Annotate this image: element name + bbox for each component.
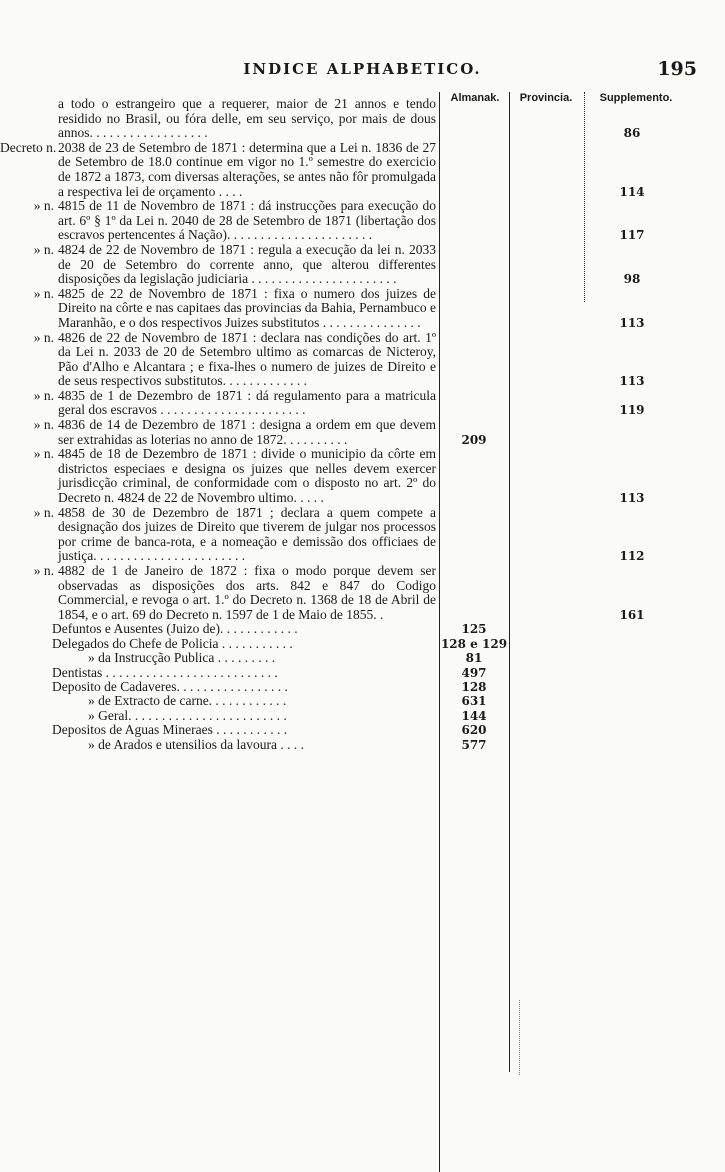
- entry-text: » de Arados e utensilios da lavoura . . . .: [88, 737, 304, 752]
- almanak-page: 620: [461, 723, 487, 738]
- supplemento-page: 113: [619, 491, 645, 506]
- supplemento-page: 98: [623, 272, 641, 287]
- provincia-page: [508, 608, 582, 623]
- supplemento-page: 119: [619, 403, 645, 418]
- provincia-page: [508, 316, 582, 331]
- provincia-page: [508, 228, 582, 243]
- provincia-page: [508, 374, 582, 389]
- column-header-supplemento: Supplemento.: [599, 92, 673, 104]
- almanak-page: 81: [465, 651, 483, 666]
- entry-text: 4815 de 11 de Novembro de 1871 : dá instrucções para execução do art. 6º § 1º da Lei n. 2040 de 28 de Setembro de 1871 (libertação dos escravos pertencentes á Nação). . . . . . . . . . . . . . . . . . . . . .: [58, 198, 436, 243]
- index-entry: [0, 738, 725, 752]
- almanak-page: 631: [461, 694, 487, 709]
- almanak-page: [440, 403, 508, 418]
- entry-text: » da Instrucção Publica . . . . . . . . .: [88, 651, 276, 666]
- almanak-page: [440, 185, 508, 200]
- index-entry: [0, 564, 725, 622]
- almanak-page: 577: [461, 737, 487, 752]
- supplemento-page: 113: [619, 315, 645, 330]
- supplemento-page: 112: [619, 549, 645, 564]
- index-entry: [0, 331, 725, 389]
- provincia-page: [508, 126, 582, 141]
- almanak-page: [440, 549, 508, 564]
- entry-label: » n.: [33, 504, 54, 520]
- column-header-almanak: Almanak.: [450, 92, 500, 104]
- entry-text: 4824 de 22 de Novembro de 1871 : regula a execução da lei n. 2033 de 20 de Setembro do corrente anno, que alterou differentes disposições da legislação judiciaria . . . . . . . . . . . . . . . . . . . . . .: [58, 241, 436, 287]
- index-entry: [0, 97, 725, 141]
- almanak-page: 128 e 129: [440, 636, 508, 651]
- index-entry: [0, 622, 725, 636]
- entry-text: Dentistas . . . . . . . . . . . . . . . . . . . . . . . . . .: [52, 665, 278, 680]
- entry-label: » n.: [33, 417, 54, 433]
- column-divider: [519, 1000, 520, 1075]
- index-entry: [0, 287, 725, 331]
- entry-text: Defuntos e Ausentes (Juizo de). . . . . . . . . . . .: [52, 622, 298, 637]
- almanak-page: [440, 228, 508, 243]
- page-number: 195: [657, 58, 697, 80]
- index-entry: [0, 666, 725, 680]
- column-header-provincia: Provincia.: [519, 92, 573, 104]
- entry-label: » n.: [33, 241, 54, 257]
- entry-text: 4836 de 14 de Dezembro de 1871 : designa a ordem em que devem ser extrahidas as loterias no anno de 1872. . . . . . . . . .: [58, 417, 436, 447]
- almanak-page: 497: [461, 665, 487, 680]
- index-entry: [0, 680, 725, 694]
- entry-text: 4845 de 18 de Dezembro de 1871 : divide o municipio da côrte em districtos especiaes e designa os juizes que nelles devem exercer jurisdicção criminal, de conformidade com o disposto no art. 2º do Decreto n. 4824 de 22 de Novembro ultimo. . . . .: [58, 446, 436, 506]
- index-entry: [0, 447, 725, 505]
- almanak-page: 125: [461, 622, 487, 637]
- provincia-page: [508, 549, 582, 564]
- index-entry: [0, 694, 725, 708]
- entry-label: » n.: [33, 446, 54, 462]
- provincia-page: [508, 272, 582, 287]
- entry-text: 4835 de 1 de Dezembro de 1871 : dá regulamento para a matricula geral dos escravos . . . . . . . . . . . . . . . . . . . . . .: [58, 387, 436, 418]
- index-entry: [0, 651, 725, 665]
- almanak-page: [440, 491, 508, 506]
- supplemento-page: 113: [619, 374, 645, 389]
- entry-label: » n.: [33, 285, 54, 301]
- index-entry: [0, 506, 725, 564]
- index-entry: [0, 637, 725, 651]
- almanak-page: [440, 374, 508, 389]
- entry-text: 4825 de 22 de Novembro de 1871 : fixa o numero dos juizes de Direito na côrte e nas capitaes das provincias da Bahia, Pernambuco e Maranhão, e o dos respectivos Juizes substitutos . . . . . . . . . . . . . . .: [58, 285, 436, 330]
- almanak-page: 209: [461, 432, 487, 447]
- entry-text: Depositos de Aguas Mineraes . . . . . . . . . . .: [52, 723, 288, 738]
- index-list: [0, 97, 725, 752]
- entry-label: » n.: [33, 198, 54, 214]
- provincia-page: [508, 491, 582, 506]
- almanak-page: [440, 126, 508, 141]
- entry-label: » n.: [33, 329, 54, 345]
- entry-text: 4826 de 22 de Novembro de 1871 : declara nas condições do art. 1º da Lei n. 2033 de 20 de Setembro ultimo as comarcas de Nicteroy, Pão d'Alho e Alcantara ; e fixa-lhes o numero de juizes de Direito e de seus respectivos substitutos. . . . . . . . . . . . .: [58, 329, 436, 389]
- almanak-page: [440, 272, 508, 287]
- entry-label: Decreto n.: [0, 139, 57, 155]
- index-entry: [0, 243, 725, 287]
- entry-text: Deposito de Cadaveres. . . . . . . . . . . . . . . . .: [52, 680, 288, 694]
- page-title: INDICE ALPHABETICO.: [243, 60, 482, 78]
- entry-label: » n.: [33, 387, 54, 403]
- supplemento-page: 161: [619, 607, 645, 622]
- index-entry: [0, 418, 725, 447]
- index-entry: [0, 199, 725, 243]
- entry-text: Delegados do Chefe de Policia . . . . . . . . . . .: [52, 636, 293, 651]
- almanak-page: [440, 608, 508, 623]
- index-entry: [0, 141, 725, 199]
- index-entry: [0, 389, 725, 418]
- provincia-page: [508, 433, 582, 448]
- provincia-page: [508, 403, 582, 418]
- index-entry: [0, 709, 725, 723]
- supplemento-page: 117: [619, 228, 645, 243]
- supplemento-page: 114: [619, 184, 645, 199]
- entry-label: » n.: [33, 563, 54, 578]
- almanak-page: [440, 316, 508, 331]
- provincia-page: [508, 185, 582, 200]
- almanak-page: 144: [461, 708, 487, 723]
- almanak-page: 128: [461, 680, 487, 694]
- supplemento-page: [582, 433, 682, 448]
- entry-text: » Geral. . . . . . . . . . . . . . . . . . . . . . . .: [88, 708, 287, 723]
- entry-label: [0, 97, 58, 141]
- entry-text: a todo o estrangeiro que a requerer, maior de 21 annos e tendo residido no Brasil, ou fóra delle, em seu serviço, por mais de dous annos. . . . . . . . . . . . . . . . . .: [58, 96, 436, 141]
- index-entry: [0, 723, 725, 737]
- entry-text: » de Extracto de carne. . . . . . . . . . . .: [88, 694, 287, 709]
- entry-text: 4882 de 1 de Janeiro de 1872 : fixa o modo porque devem ser observadas as disposições dos arts. 842 e 847 do Codigo Commercial, e revoga o art. 1.º do Decreto n. 1368 de 18 de Abril de 1854, e o art. 69 do Decreto n. 1597 de 1 de Maio de 1855. .: [58, 563, 436, 622]
- supplemento-page: 86: [623, 126, 641, 141]
- entry-text: 4858 de 30 de Dezembro de 1871 ; declara a quem compete a designação dos juizes de Direito que tiverem de julgar nos processos por crime de banca-rota, e a nomeação e demissão dos officiaes de justiça. . . . . . . . . . . . . . . . . . . . . . .: [58, 504, 436, 564]
- entry-text: 2038 de 23 de Setembro de 1871 : determina que a Lei n. 1836 de 27 de Setembro de 18.0 continue em vigor no 1.º semestre do exercicio de 1872 a 1873, com diversas alterações, se antes não fôr promulgada a respectiva lei de orçamento . . . .: [58, 139, 436, 199]
